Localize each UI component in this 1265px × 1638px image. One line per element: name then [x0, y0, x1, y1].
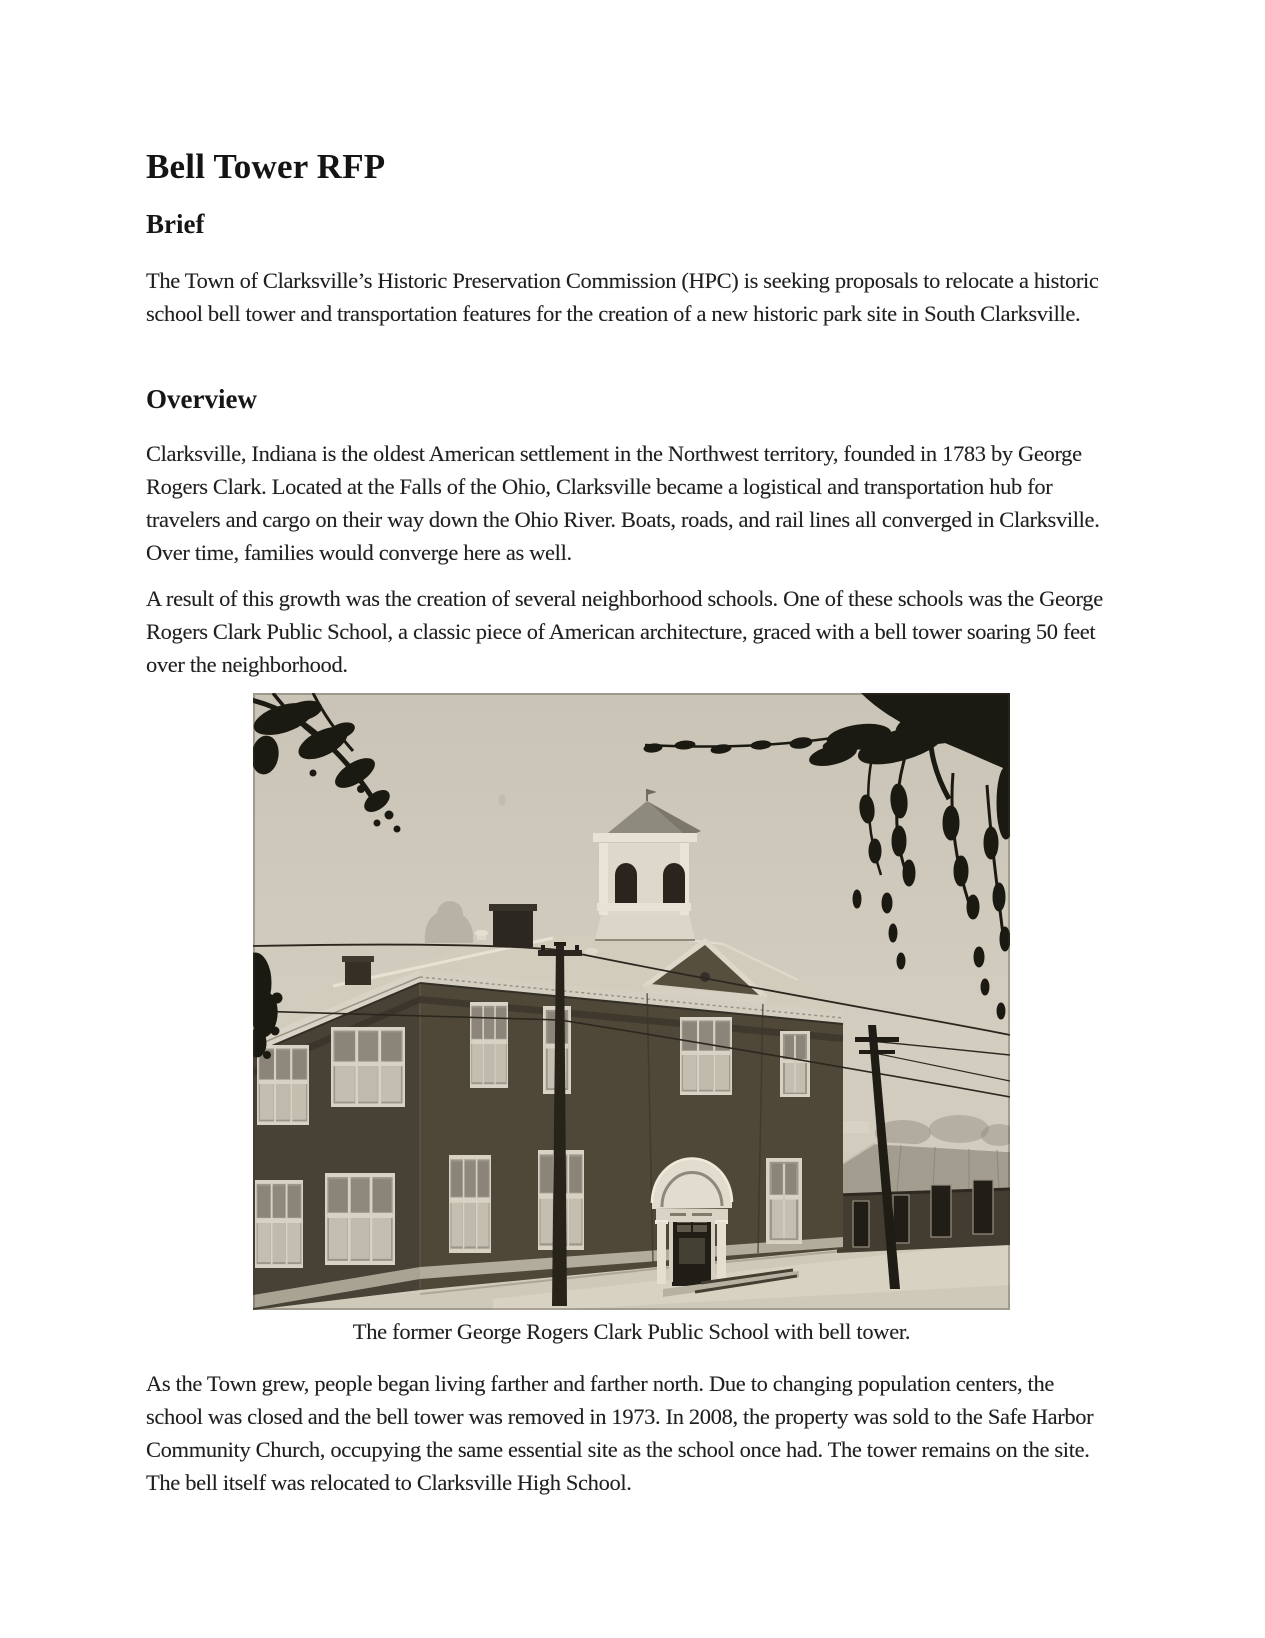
paragraph-overview-2: A result of this growth was the creation of several neighborhood schools. One of these schools was the George Rogers Clark Public School, a classic piece of American architecture, graced with a bell tower soaring 50 feet over the neighborhood.	[146, 586, 1103, 677]
school-photo-figure	[253, 693, 1010, 1348]
paragraph-overview-1: Clarksville, Indiana is the oldest American settlement in the Northwest territory, founded in 1783 by George Rogers Clark. Located at the Falls of the Ohio, Clarksville became a logistical and transportation hub for travelers and cargo on their way down the Ohio River. Boats, roads, and rail lines all converged in Clarksville. Over time, families would converge here as well.	[146, 441, 1100, 565]
page-title: Bell Tower RFP	[146, 147, 386, 186]
paragraph-brief: The Town of Clarksville’s Historic Preservation Commission (HPC) is seeking proposals to relocate a historic school bell tower and transportation features for the creation of a new historic park site in South Clarksville.	[146, 268, 1099, 326]
heading-brief: Brief	[146, 209, 205, 239]
heading-overview: Overview	[146, 384, 257, 414]
paragraph-closing: As the Town grew, people began living farther and farther north. Due to changing population centers, the school was closed and the bell tower was removed in 1973. In 2008, the property was sold to the Safe Harbor Community Church, occupying the same essential site as the school once had. The tower remains on the site. The bell itself was relocated to Clarksville High School.	[146, 1371, 1094, 1495]
photo-caption: The former George Rogers Clark Public School with bell tower.	[352, 1319, 911, 1344]
school-photo	[253, 693, 1010, 1310]
photo-annex-building	[837, 1143, 1010, 1253]
